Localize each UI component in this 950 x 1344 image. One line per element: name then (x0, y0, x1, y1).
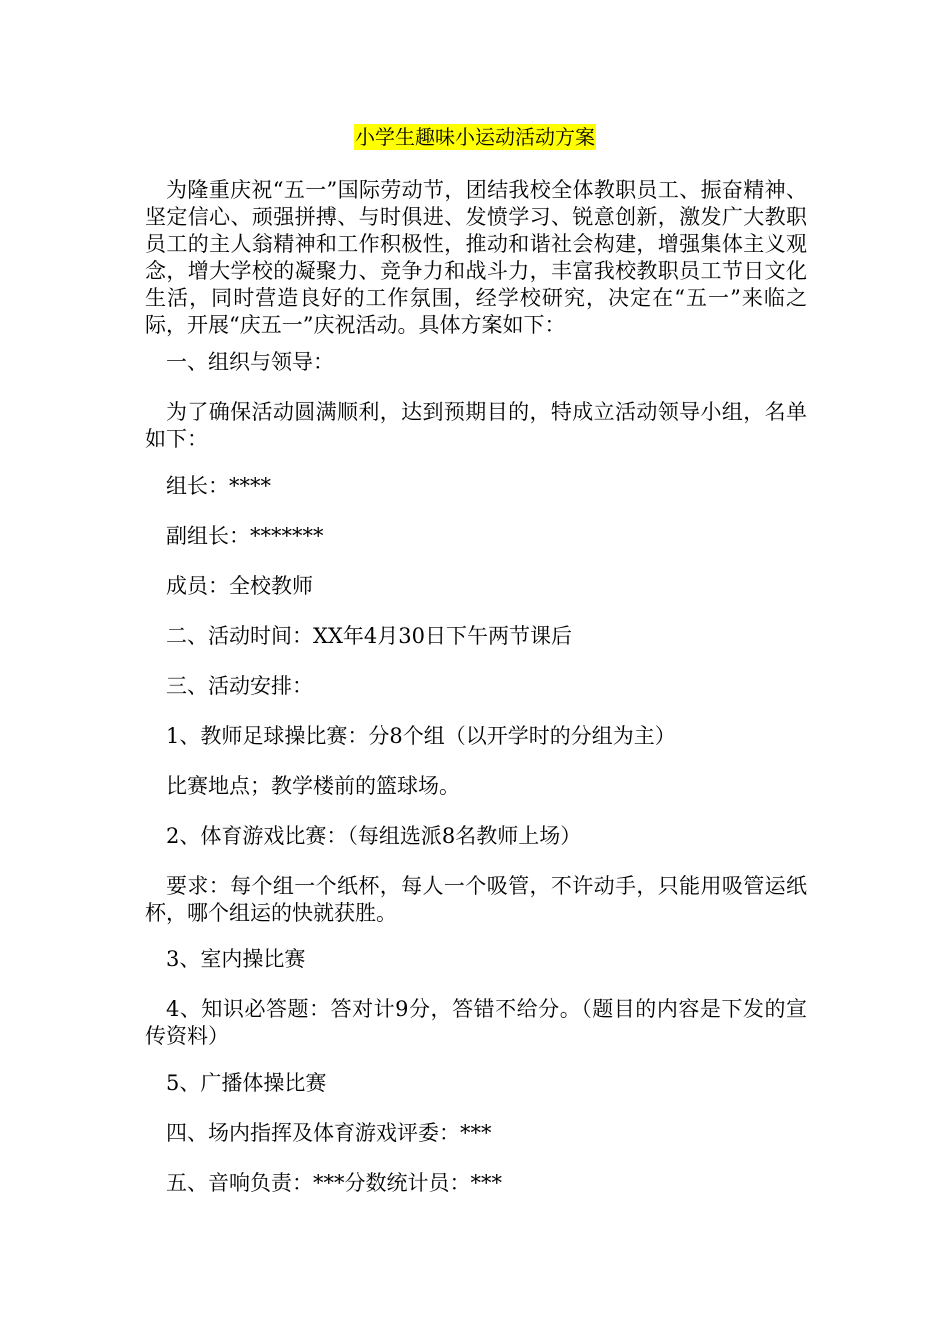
intro-paragraph: 为隆重庆祝“五一”国际劳动节，团结我校全体教职员工、振奋精神、坚定信心、顽强拼搏、与时俱进、发愤学习、锐意创新，激发广大教职员工的主人翁精神和工作积极性，推动和谐社会构建，增强集体主义观念，增大学校的凝聚力、竞争力和战斗力，丰富我校教职员工节日文化生活，同时营造良好的工作氛围，经学校研究，决定在“五一”来临之际，开展“庆五一”庆祝活动。具体方案如下： (145, 178, 807, 337)
game-requirements: 要求：每个组一个纸杯，每人一个吸管，不许动手，只能用吸管运纸杯，哪个组运的快就获胜。 (145, 874, 807, 925)
item-football-exercise: 1、教师足球操比赛：分8个组（以开学时的分组为主） (166, 724, 676, 748)
group-leader-line: 组长：**** (166, 474, 271, 498)
item-broadcast-exercise: 5、广播体操比赛 (166, 1071, 327, 1095)
deputy-leader-line: 副组长：******* (166, 524, 324, 548)
item-sports-game: 2、体育游戏比赛：（每组选派8名教师上场） (166, 824, 582, 848)
section-heading-judges: 四、场内指挥及体育游戏评委：*** (166, 1121, 492, 1145)
title-container (0, 124, 950, 150)
section-heading-organization: 一、组织与领导： (166, 350, 334, 374)
document-title: 小学生趣味小运动活动方案 (355, 125, 595, 149)
section-heading-arrangement: 三、活动安排： (166, 674, 313, 698)
competition-venue: 比赛地点；教学楼前的篮球场。 (166, 774, 460, 798)
organization-paragraph: 为了确保活动圆满顺利，达到预期目的，特成立活动领导小组，名单如下： (145, 400, 807, 451)
item-indoor-exercise: 3、室内操比赛 (166, 947, 306, 971)
members-line: 成员：全校教师 (166, 574, 313, 598)
section-heading-time: 二、活动时间：XX年4月30日下午两节课后 (166, 624, 572, 648)
section-heading-audio: 五、音响负责：***分数统计员：*** (166, 1171, 502, 1195)
item-knowledge-quiz: 4、知识必答题：答对计9分，答错不给分。（题目的内容是下发的宣传资料） (145, 997, 807, 1048)
